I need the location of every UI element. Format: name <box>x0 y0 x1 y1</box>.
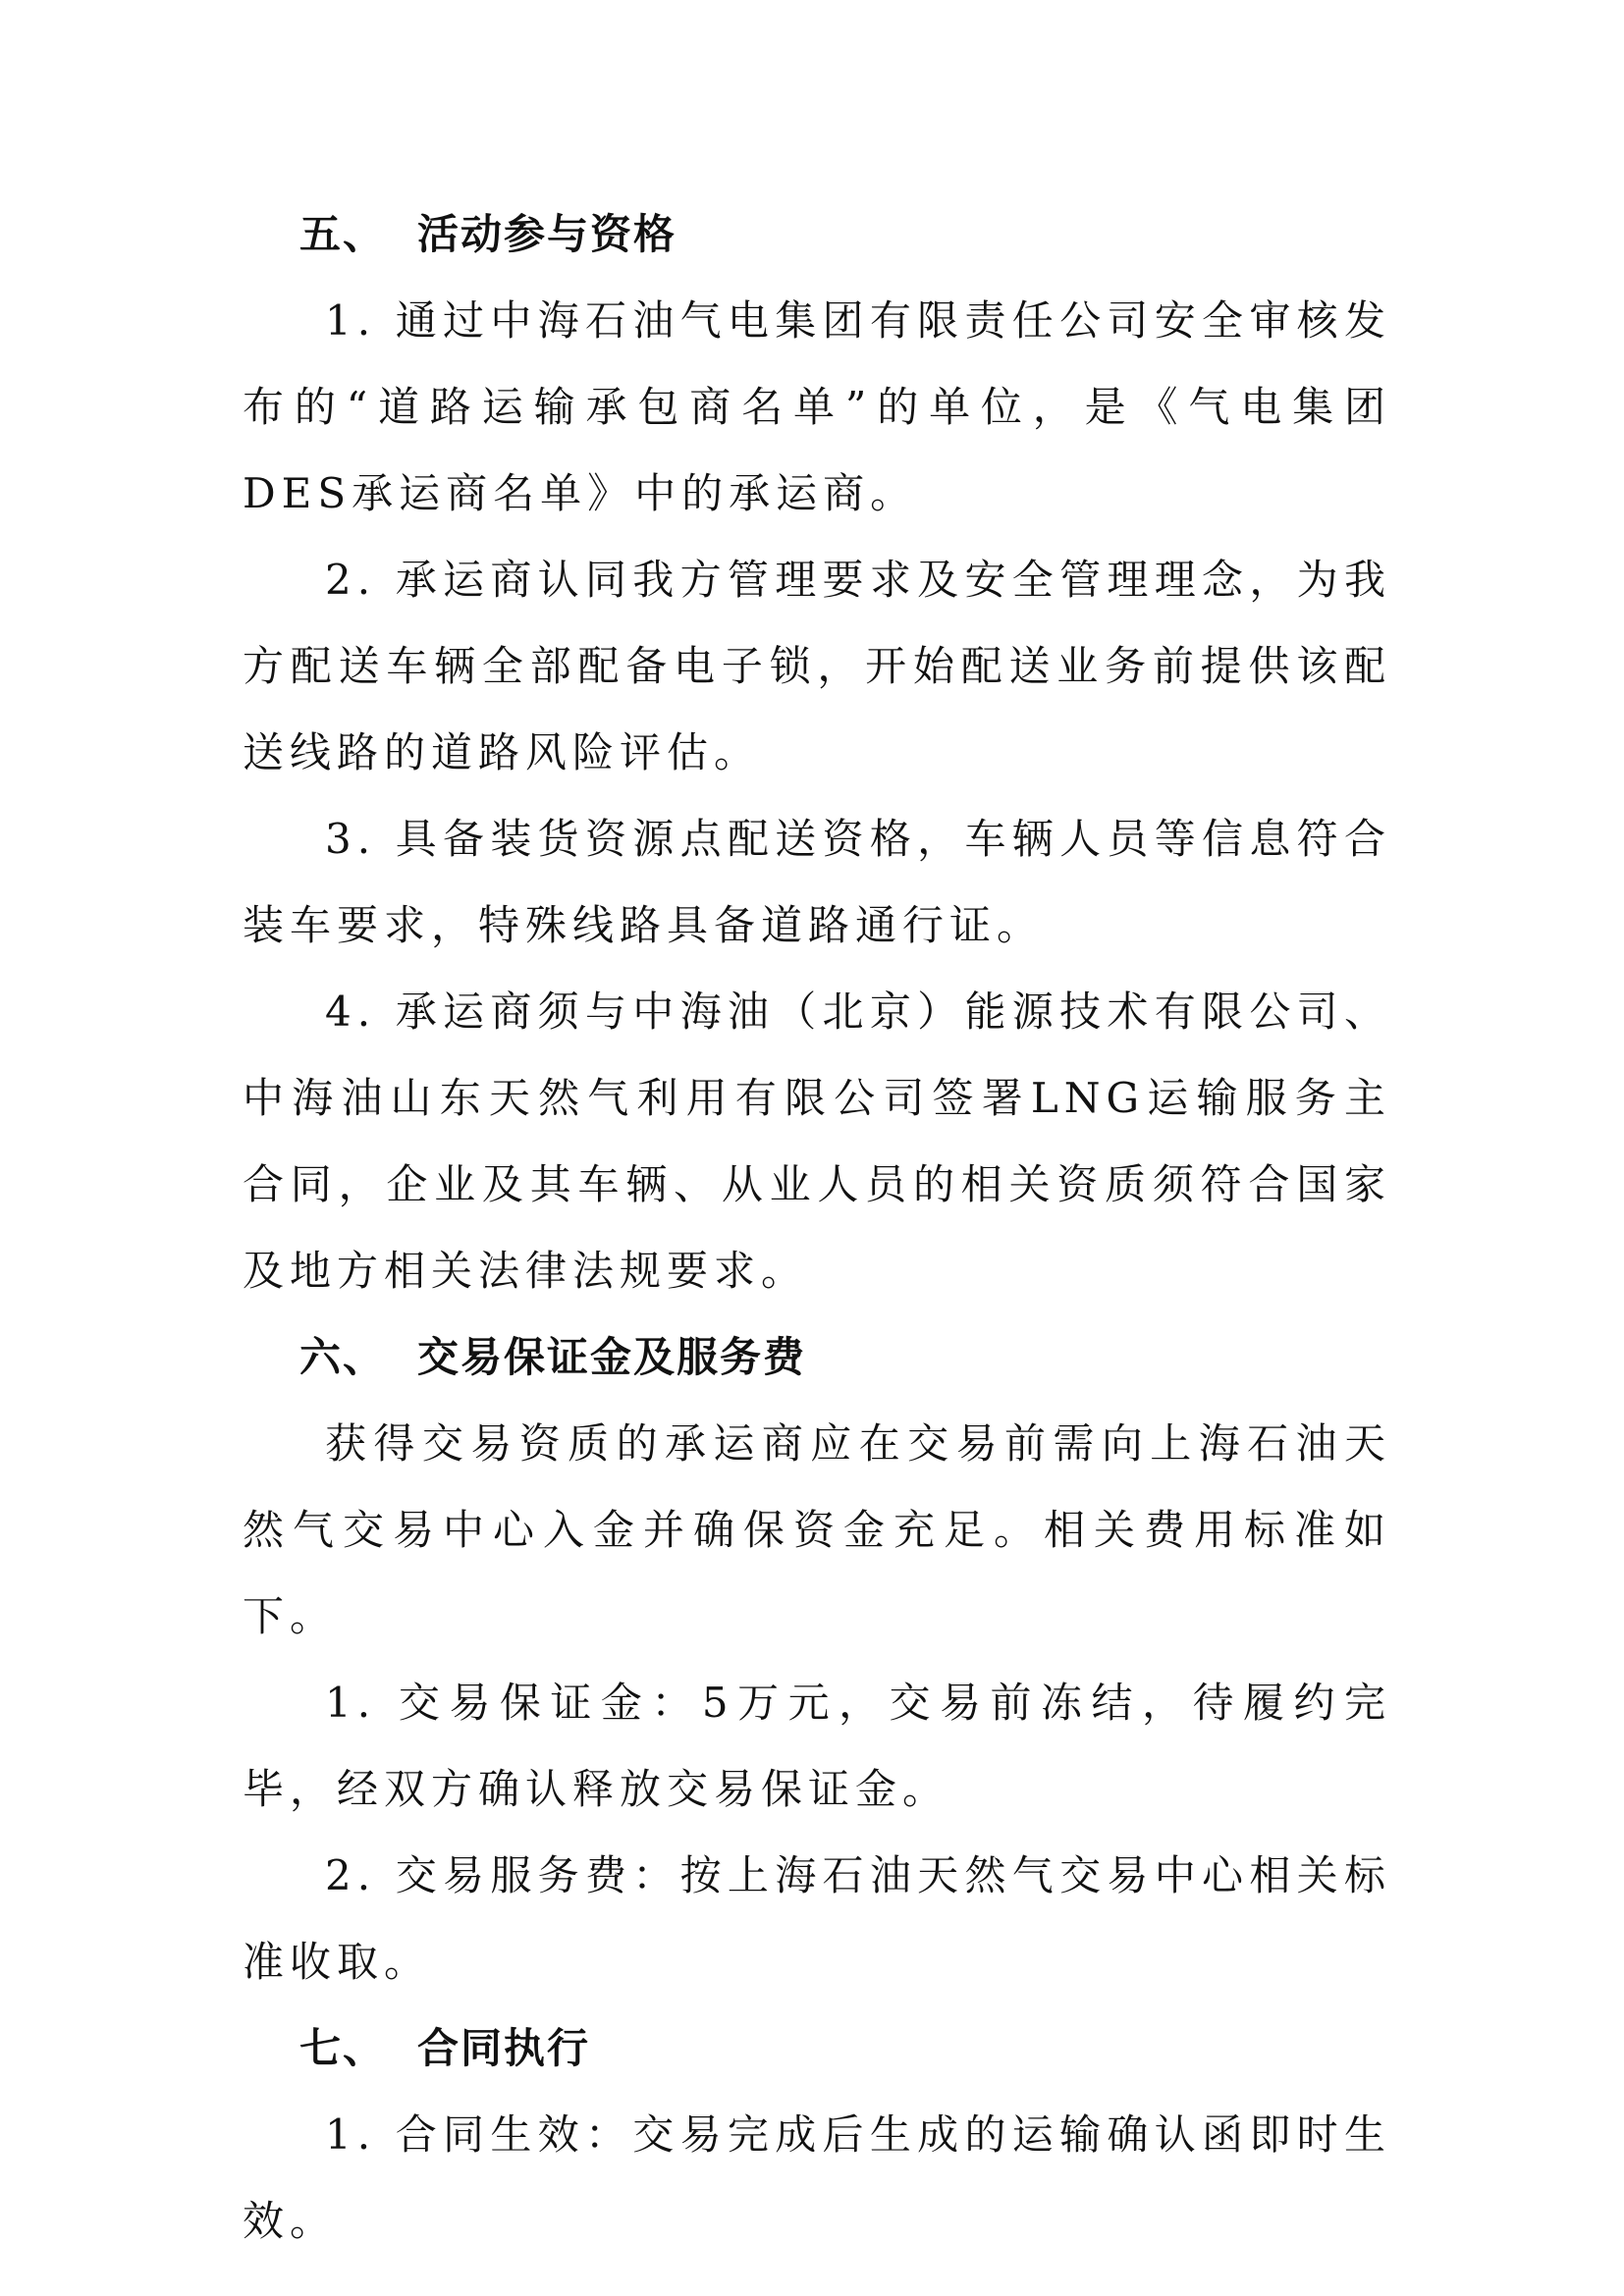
section-7-contract-execution <box>243 2005 1391 2265</box>
paragraph: 2. 承运商认同我方管理要求及安全管理理念，为我方配送车辆全部配备电子锁，开始配送业务前提供该配送线路的道路风险评估。 <box>243 556 1391 776</box>
section-5-eligibility <box>243 191 1391 1314</box>
paragraph: 1. 通过中海石油气电集团有限责任公司安全审核发布的“道路运输承包商名单”的单位，是《气电集团DES承运商名单》中的承运商。 <box>243 296 1391 517</box>
section-heading <box>243 191 1391 278</box>
section-number: 五、 <box>299 210 387 258</box>
section-number: 七、 <box>299 2024 387 2072</box>
paragraph: 获得交易资质的承运商应在交易前需向上海石油天然气交易中心入金并确保资金充足。相关费用标准如下。 <box>243 1419 1391 1640</box>
section-title: 合同执行 <box>417 2024 591 2072</box>
paragraph: 3. 具备装货资源点配送资格，车辆人员等信息符合装车要求，特殊线路具备道路通行证。 <box>243 815 1391 949</box>
section-title: 活动参与资格 <box>417 210 677 258</box>
section-6-deposit-and-fees <box>243 1314 1391 2005</box>
section-heading <box>243 1314 1391 1401</box>
paragraph: 2. 交易服务费：按上海石油天然气交易中心相关标准收取。 <box>243 1851 1391 1986</box>
paragraph: 1. 交易保证金：5万元，交易前冻结，待履约完毕，经双方确认释放交易保证金。 <box>243 1679 1391 1813</box>
document-body <box>243 191 1391 2265</box>
section-number: 六、 <box>299 1333 387 1381</box>
paragraph: 4. 承运商须与中海油（北京）能源技术有限公司、中海油山东天然气利用有限公司签署LNG运输服务主合同，企业及其车辆、从业人员的相关资质须符合国家及地方相关法律法规要求。 <box>243 988 1391 1295</box>
paragraph: 1. 合同生效：交易完成后生成的运输确认函即时生效。 <box>243 2110 1391 2245</box>
section-heading <box>243 2005 1391 2092</box>
section-title: 交易保证金及服务费 <box>417 1333 807 1381</box>
